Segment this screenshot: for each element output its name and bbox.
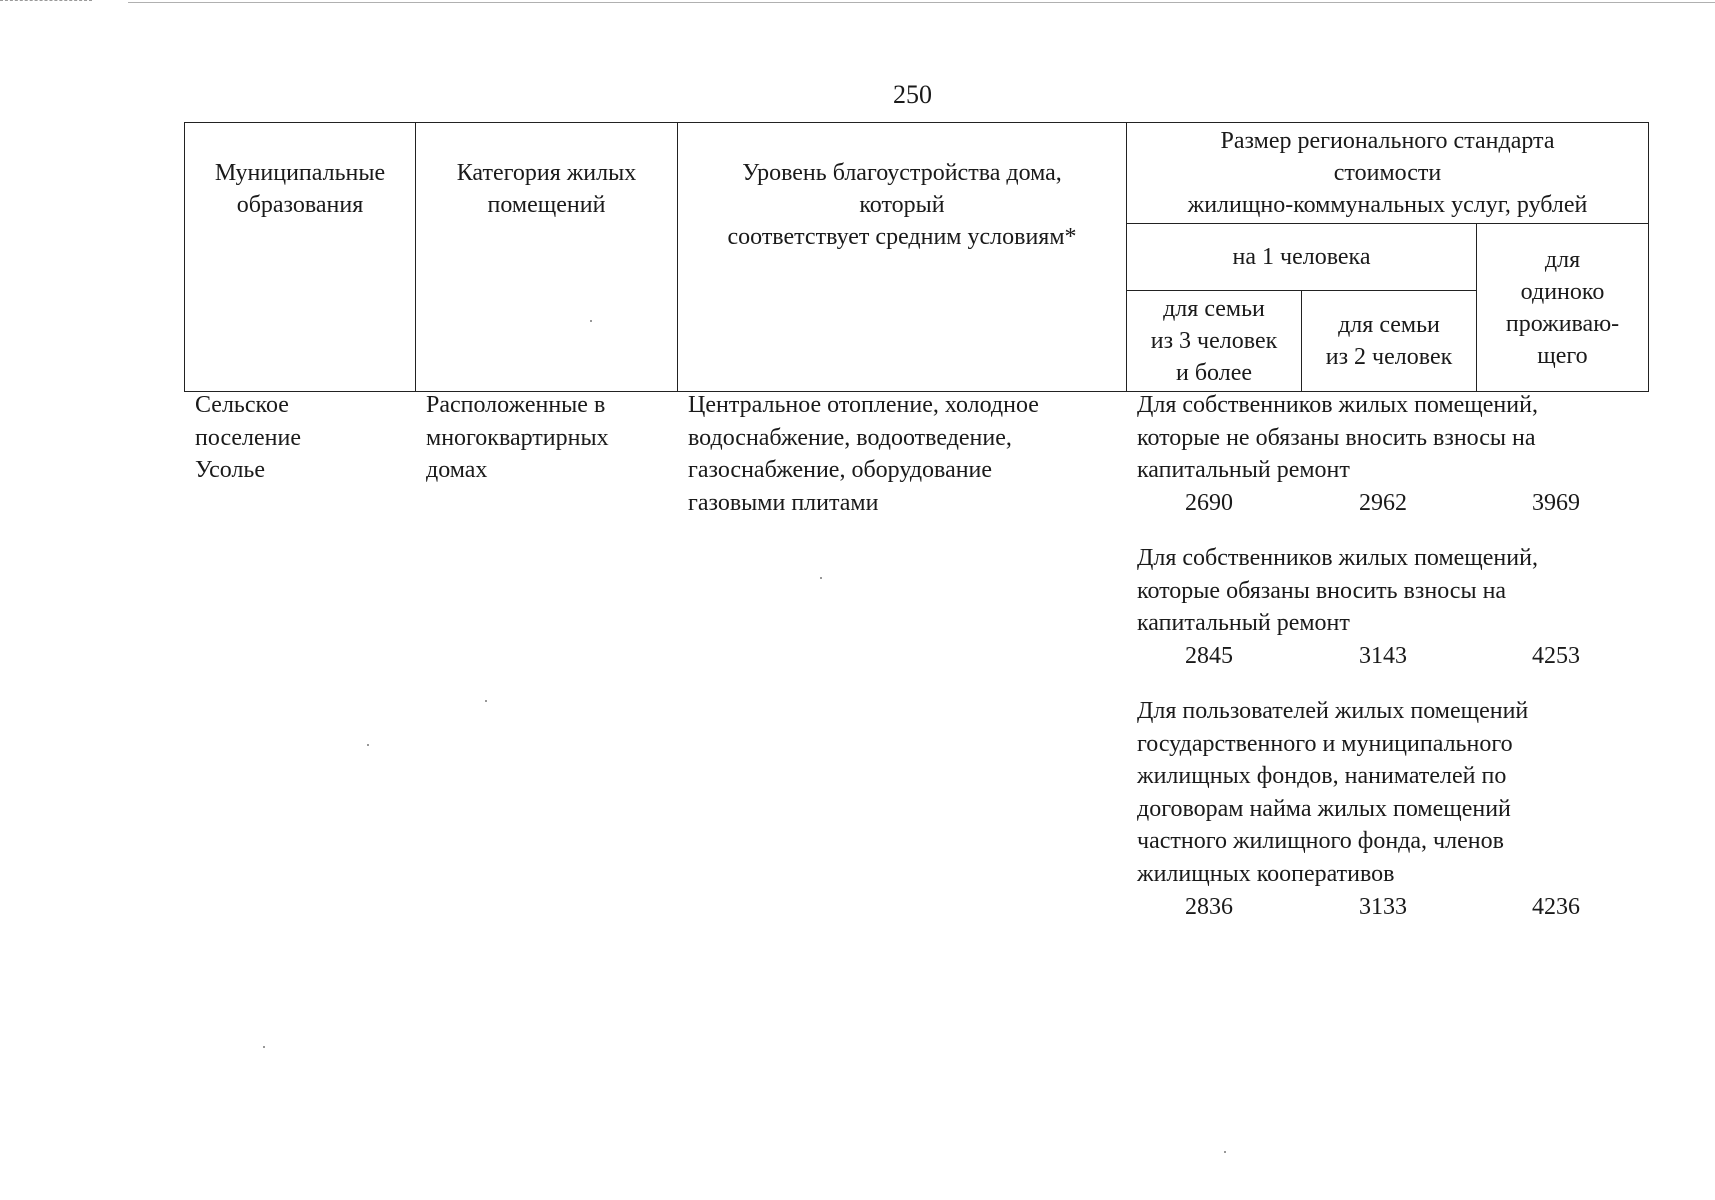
value-single: 4236 xyxy=(1532,893,1580,920)
tariff-group-description: Для пользователей жилых помещений государственного и муниципального жилищных фондов, нанимателей по договорам найма жилых помещений частного жилищного фонда, членов жилищных кооперативов xyxy=(1137,698,1529,887)
tariff-group-description: Для собственников жилых помещений, которые не обязаны вносить взносы на капитальный ремонт xyxy=(1137,392,1538,484)
value-family-2: 2962 xyxy=(1359,489,1407,516)
table-header xyxy=(184,122,1649,392)
page-number: 250 xyxy=(893,80,932,109)
cell-category: Расположенные в многоквартирных домах xyxy=(426,392,609,484)
cell-comfort-level: Центральное отопление, холодное водоснабжение, водоотведение, газоснабжение, оборудование газовыми плитами xyxy=(688,392,1039,516)
header-category: Категория жилых помещений xyxy=(416,123,678,392)
value-single: 4253 xyxy=(1532,642,1580,669)
header-single-resident: для одиноко проживаю- щего xyxy=(1477,224,1649,392)
tariff-group-3 xyxy=(1137,695,1657,923)
value-family-3: 2836 xyxy=(1185,893,1233,920)
scan-speck xyxy=(820,577,822,579)
value-single: 3969 xyxy=(1532,489,1580,516)
tariff-group-values xyxy=(1137,891,1657,923)
tariff-group-description: Для собственников жилых помещений, которые обязаны вносить взносы на капитальный ремонт xyxy=(1137,545,1538,637)
header-municipal: Муниципальные образования xyxy=(185,123,416,392)
tariff-group-2 xyxy=(1137,542,1657,672)
scan-speck xyxy=(485,700,487,702)
header-comfort-level: Уровень благоустройства дома, который соответствует средним условиям* xyxy=(678,123,1127,392)
tariff-group-1 xyxy=(1137,389,1657,519)
scan-speck xyxy=(263,1046,265,1048)
header-family-2: для семьи из 2 человек xyxy=(1302,291,1477,392)
value-family-2: 3133 xyxy=(1359,893,1407,920)
scan-speck xyxy=(1224,1151,1226,1153)
value-family-2: 3143 xyxy=(1359,642,1407,669)
header-standard-size: Размер регионального стандарта стоимости жилищно-коммунальных услуг, рублей xyxy=(1127,123,1649,224)
cell-municipality: Сельское поселение Усолье xyxy=(195,392,302,484)
value-family-3: 2845 xyxy=(1185,642,1233,669)
scan-edge-rule xyxy=(128,2,1715,3)
header-family-3: для семьи из 3 человек и более xyxy=(1127,291,1302,392)
tariff-group-values xyxy=(1137,487,1657,519)
value-family-3: 2690 xyxy=(1185,489,1233,516)
header-per-person: на 1 человека xyxy=(1127,224,1477,291)
scan-edge-mark xyxy=(0,0,92,1)
scan-speck xyxy=(367,744,369,746)
tariff-group-values xyxy=(1137,640,1657,672)
